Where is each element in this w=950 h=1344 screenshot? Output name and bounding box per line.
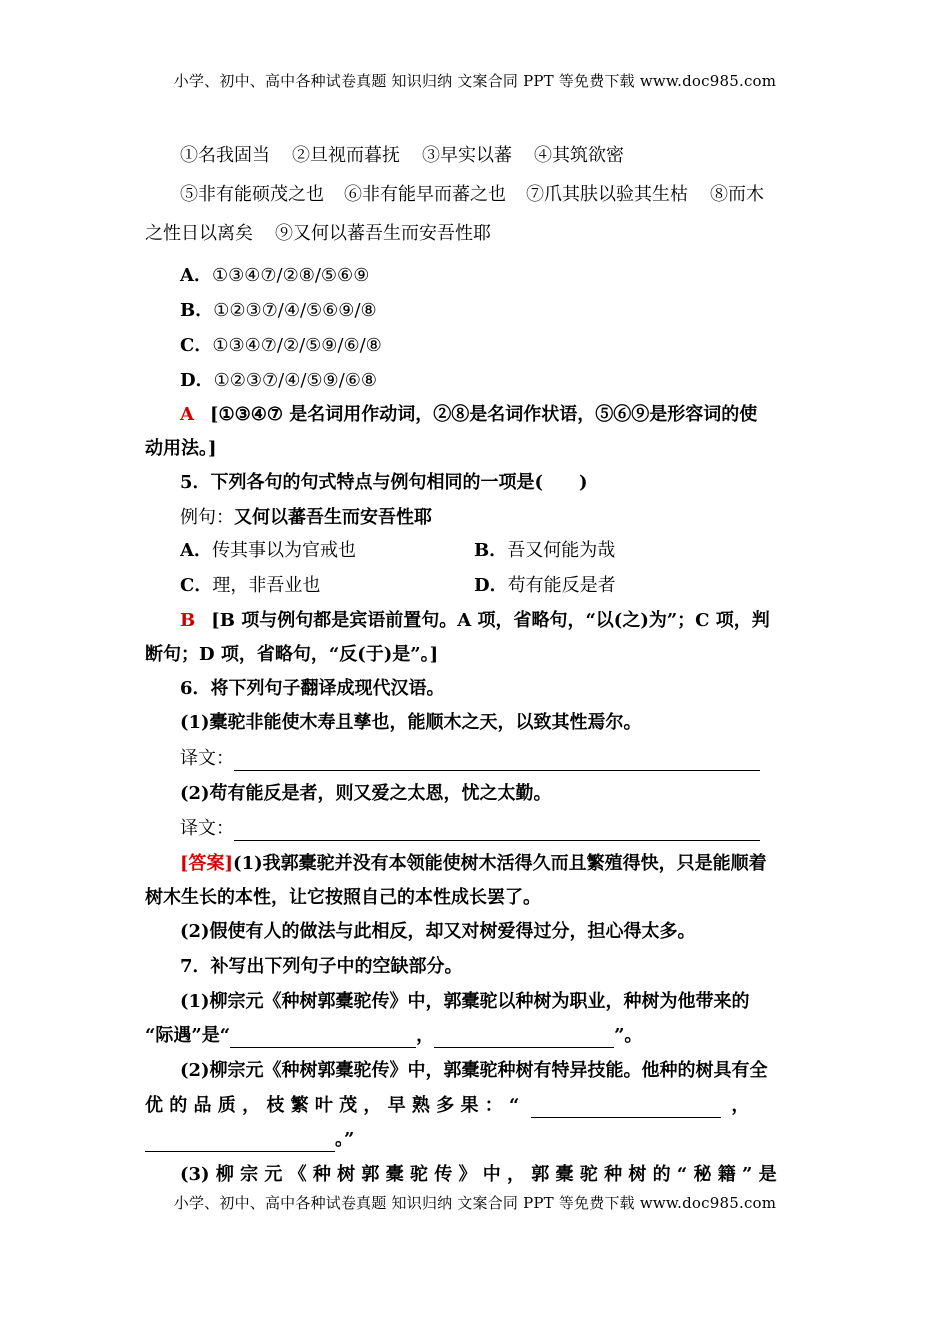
q5-answer-key: B [180,610,196,631]
q7-sentence-2-blanks-cont: 。” [145,1128,810,1152]
q4-item-1: ①名我固当 [180,145,270,166]
q7-sentence-1: (1)柳宗元《种树郭橐驼传》中，郭橐驼以种树为职业，种树为他带来的 [180,991,750,1012]
q4-option-b: B．①②③⑦/④/⑤⑥⑨/⑧ [180,300,377,321]
q5-option-b: B．吾又何能为哉 [474,540,616,561]
q4-answer: A [①③④⑦ 是名词用作动词，②⑧是名词作状语，⑤⑥⑨是形容词的使 [180,404,758,425]
q5-option-a: A．传其事以为官戒也 [180,540,356,561]
q6-answer-cont: 树木生长的本性，让它按照自己的本性成长罢了。 [145,887,541,908]
q4-item-8: ⑧而木 [710,184,764,205]
q4-item-5: ⑤非有能硕茂之也 [180,184,324,205]
q4-answer-key: A [180,404,194,425]
q5-option-c: C．理，非吾业也 [180,575,321,596]
q4-item-7: ⑦爪其肤以验其生枯 [526,184,688,205]
q7-sentence-3: (3) 柳 宗 元 《 种 树 郭 橐 驼 传 》 中 ， 郭 橐 驼 种 树 的 “ 秘 籍 ” 是 [180,1164,777,1185]
q5-stem: 5．下列各句的句式特点与例句相同的一项是( ) [180,472,588,493]
q6-translation-1: 译文： [180,747,810,771]
q5-options-row2 [180,574,810,598]
q7-sentence-2-blanks: 优 的 品 质 ， 枝 繁 叶 茂 ， 早 熟 多 果 ： “ ， [145,1095,750,1116]
q4-option-a: A．①③④⑦/②⑧/⑤⑥⑨ [180,265,370,286]
q7-sentence-1-blanks: “际遇”是“ ， ”。 [145,1025,643,1046]
fill-blank-1[interactable] [230,1029,416,1048]
answer-tag: [答案] [180,853,234,874]
q4-item-3: ③早实以蕃 [422,145,512,166]
q4-item-9: ⑨又何以蕃吾生而安吾性耶 [275,223,491,244]
q5-example: 例句：又何以蕃吾生而安吾性耶 [180,507,432,528]
fill-blank-4[interactable] [145,1133,335,1152]
fill-blank-3[interactable] [531,1099,721,1118]
q4-item-8-cont: 之性日以离矣 [145,223,253,244]
q4-item-6: ⑥非有能早而蕃之也 [344,184,506,205]
q5-options-row1 [180,539,810,563]
q6-sentence-1: (1)橐驼非能使木寿且孳也，能顺木之天，以致其性焉尔。 [180,712,642,733]
translation-blank-1[interactable] [234,752,760,771]
q4-answer-cont: 动用法。] [145,438,217,459]
q4-item-4: ④其筑欲密 [534,145,624,166]
q6-answer: [答案](1)我郭橐驼并没有本领能使树木活得久而且繁殖得快，只是能顺着 [180,853,767,874]
q4-option-d: D．①②③⑦/④/⑤⑨/⑥⑧ [180,370,378,391]
fill-blank-2[interactable] [434,1029,614,1048]
page-header: 小学、初中、高中各种试卷真题 知识归纳 文案合同 PPT 等免费下载 www.doc985.com [173,72,777,90]
q7-sentence-2: (2)柳宗元《种树郭橐驼传》中，郭橐驼种树有特异技能。他种的树具有全 [180,1060,768,1081]
q5-answer: B [B 项与例句都是宾语前置句。A 项，省略句，“以(之)为”；C 项，判 [180,610,770,631]
q6-translation-2: 译文： [180,817,810,841]
q5-option-d: D．苟有能反是者 [474,575,616,596]
q6-stem: 6．将下列句子翻译成现代汉语。 [180,678,445,699]
q4-items-line2 [180,183,810,207]
q4-item-2: ②旦视而暮抚 [292,145,400,166]
q6-sentence-2: (2)苟有能反是者，则又爱之太恩，忧之太勤。 [180,783,552,804]
page-footer: 小学、初中、高中各种试卷真题 知识归纳 文案合同 PPT 等免费下载 www.doc985.com [173,1194,777,1212]
q6-answer-2: (2)假使有人的做法与此相反，却又对树爱得过分，担心得太多。 [180,921,696,942]
q4-items-line3 [145,222,810,246]
q4-option-c: C．①③④⑦/②/⑤⑨/⑥/⑧ [180,335,382,356]
q5-answer-cont: 断句；D 项，省略句，“反(于)是”。] [145,644,439,665]
translation-blank-2[interactable] [234,822,760,841]
q4-items-line1 [180,144,810,168]
q7-stem: 7．补写出下列句子中的空缺部分。 [180,956,463,977]
